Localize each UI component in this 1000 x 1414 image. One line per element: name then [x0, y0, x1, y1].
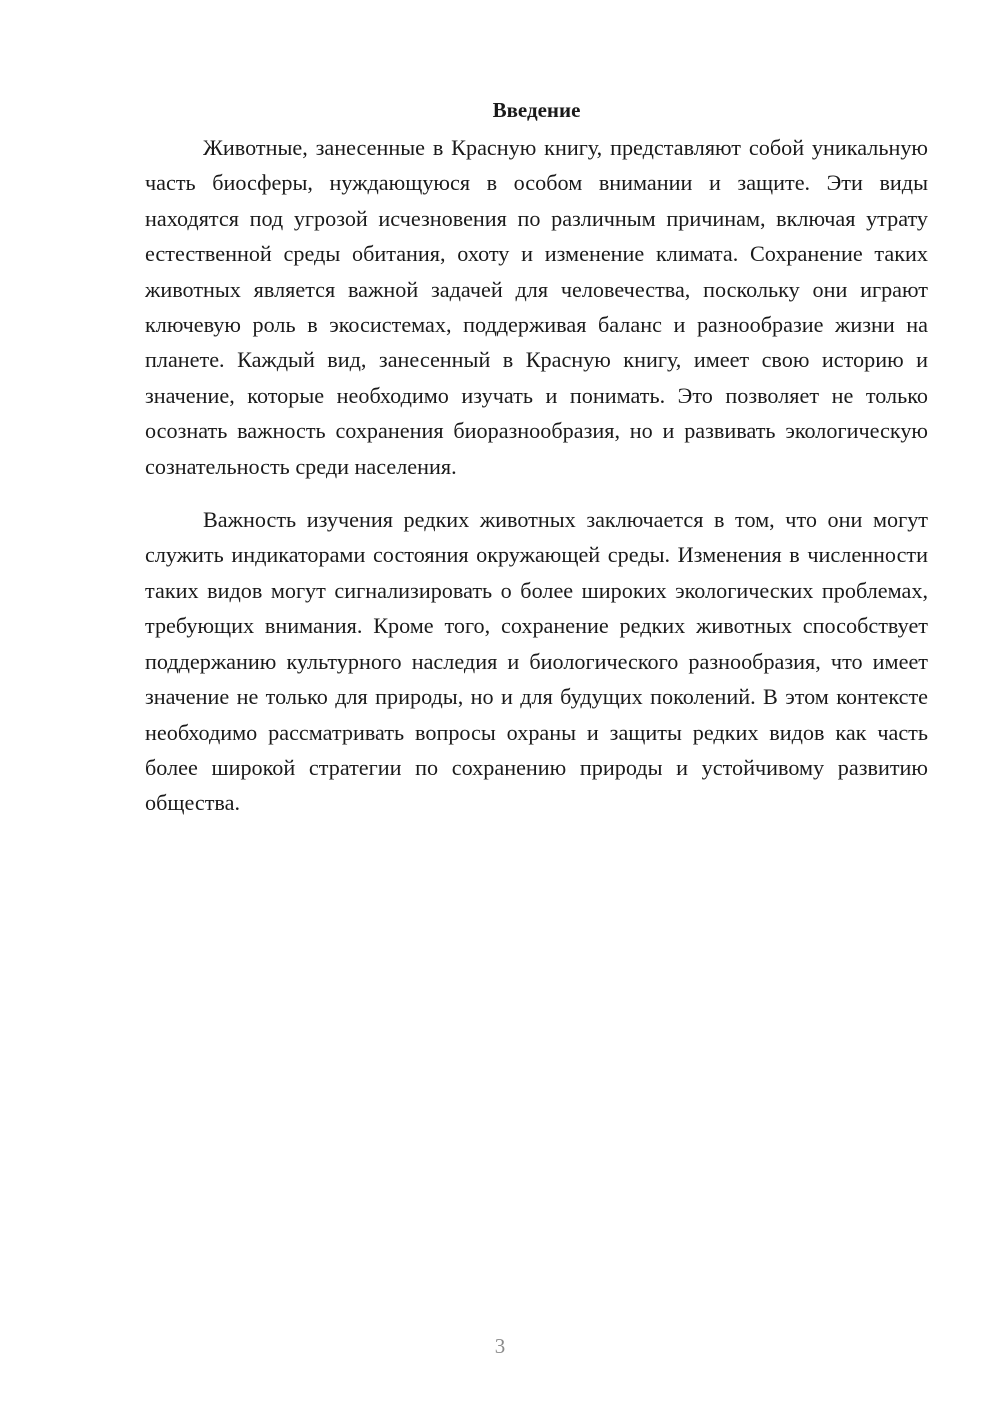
- section-heading: Введение: [492, 98, 581, 122]
- paragraph-2: Важность изучения редких животных заключается в том, что они могут служить индикаторами состояния окружающей среды. Изменения в численности таких видов могут сигнализировать о более широких экологических проблемах, требующих внимания. Кроме того, сохранение редких животных способствует поддержанию культурного наследия и биологического разнообразия, что имеет значение не только для природы, но и для будущих поколений. В этом контексте необходимо рассматривать вопросы охраны и защиты редких видов как часть более широкой стратегии по сохранению природы и устойчивому развитию общества.: [145, 507, 928, 816]
- page-number: 3: [494, 1334, 506, 1358]
- page-content: [145, 92, 928, 821]
- paragraph-1: Животные, занесенные в Красную книгу, представляют собой уникальную часть биосферы, нуждающуюся в особом внимании и защите. Эти виды находятся под угрозой исчезновения по различным причинам, включая утрату естественной среды обитания, охоту и изменение климата. Сохранение таких животных является важной задачей для человечества, поскольку они играют ключевую роль в экосистемах, поддерживая баланс и разнообразие жизни на планете. Каждый вид, занесенный в Красную книгу, имеет свою историю и значение, которые необходимо изучать и понимать. Это позволяет не только осознать важность сохранения биоразнообразия, но и развивать экологическую сознательность среди населения.: [145, 135, 928, 479]
